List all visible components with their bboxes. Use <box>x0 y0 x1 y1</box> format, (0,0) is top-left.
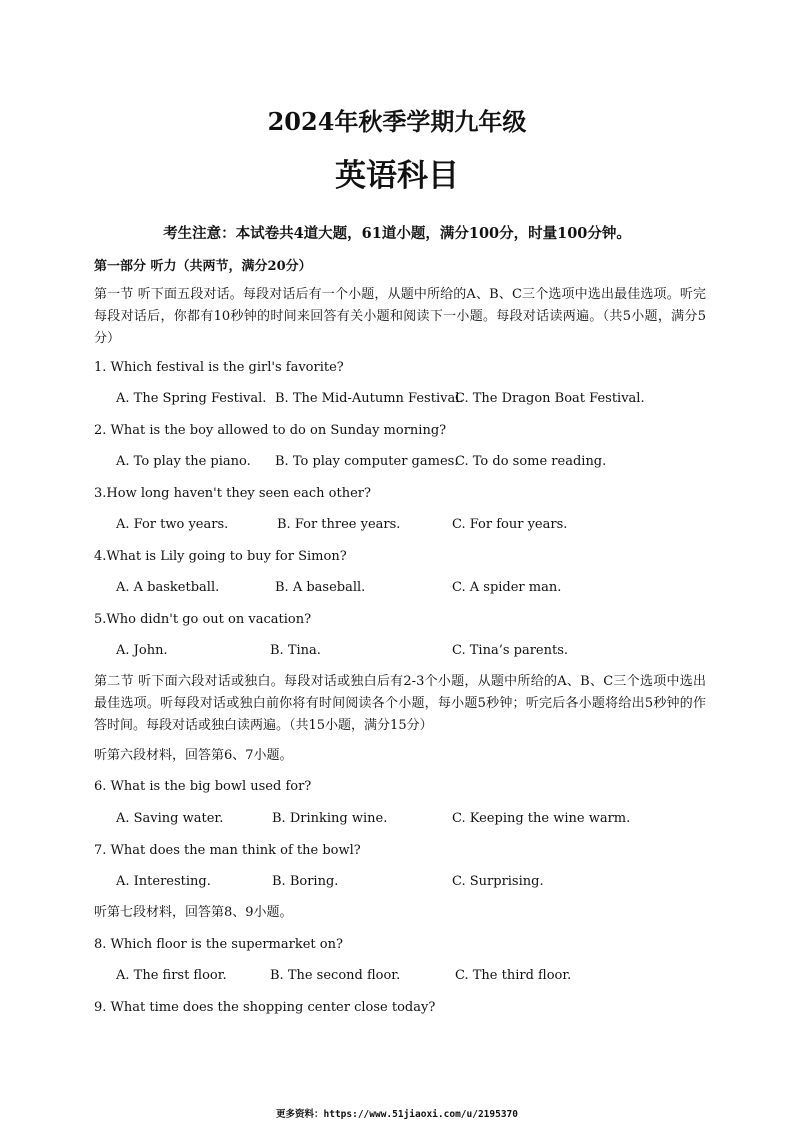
question-2: 2. What is the boy allowed to do on Sunday morning? <box>94 423 447 438</box>
question-8-option-c: C. The third floor. <box>455 968 572 983</box>
question-2-option-b: B. To play computer games. <box>275 454 459 469</box>
question-7: 7. What does the man think of the bowl? <box>94 843 361 858</box>
question-8-option-b: B. The second floor. <box>270 968 401 983</box>
candidate-notice: 考生注意：本试卷共4道大题，61道小题，满分100分，时量100分钟。 <box>163 225 631 242</box>
question-3-option-c: C. For four years. <box>452 517 568 532</box>
question-3: 3.How long haven't they seen each other? <box>94 486 371 501</box>
question-2-option-a: A. To play the piano. <box>116 454 251 469</box>
question-1-option-c: C. The Dragon Boat Festival. <box>455 391 645 406</box>
question-1-option-a: A. The Spring Festival. <box>116 391 267 406</box>
footer-source-link: 更多资料：https://www.51jiaoxi.com/u/2195370 <box>276 1109 518 1120</box>
material-7-note: 听第七段材料，回答第8、9小题。 <box>94 905 293 920</box>
question-7-option-b: B. Boring. <box>272 874 339 889</box>
question-1-option-b: B. The Mid-Autumn Festival. <box>275 391 464 406</box>
section2-instructions: 第二节 听下面六段对话或独白。每段对话或独白后有2-3个小题，从题中所给的A、B、C三个选项中选出最佳选项。听每段对话或独白前你将有时间阅读各个小题，每小题5秒钟；听完后各小题将给出5秒钟的作答时间。每段对话或独白读两遍。（共15小题，满分15分） <box>94 674 706 733</box>
exam-title: 2024年秋季学期九年级 <box>267 107 527 136</box>
question-7-option-a: A. Interesting. <box>116 874 211 889</box>
question-4: 4.What is Lily going to buy for Simon? <box>94 549 347 564</box>
question-6-option-a: A. Saving water. <box>116 811 224 826</box>
question-4-option-a: A. A basketball. <box>116 580 220 595</box>
question-3-option-a: A. For two years. <box>116 517 229 532</box>
question-9: 9. What time does the shopping center close today? <box>94 1000 436 1015</box>
question-8: 8. Which floor is the supermarket on? <box>94 937 343 952</box>
question-6-option-b: B. Drinking wine. <box>272 811 388 826</box>
question-5-option-b: B. Tina. <box>270 643 321 658</box>
section1-instructions: 第一节 听下面五段对话。每段对话后有一个小题，从题中所给的A、B、C三个选项中选出最佳选项。听完每段对话后，你都有10秒钟的时间来回答有关小题和阅读下一小题。每段对话读两遍。（共5小题，满分5分） <box>94 287 706 346</box>
question-4-option-c: C. A spider man. <box>452 580 562 595</box>
question-3-option-b: B. For three years. <box>277 517 401 532</box>
question-6: 6. What is the big bowl used for? <box>94 779 312 794</box>
question-2-option-c: C. To do some reading. <box>455 454 607 469</box>
material-6-note: 听第六段材料，回答第6、7小题。 <box>94 748 293 763</box>
question-5-option-c: C. Tina’s parents. <box>452 643 569 658</box>
subject-title: 英语科目 <box>335 158 459 194</box>
question-5: 5.Who didn't go out on vacation? <box>94 612 312 627</box>
question-1: 1. Which festival is the girl's favorite? <box>94 360 344 375</box>
question-7-option-c: C. Surprising. <box>452 874 544 889</box>
question-8-option-a: A. The first floor. <box>116 968 227 983</box>
question-4-option-b: B. A baseball. <box>275 580 366 595</box>
part1-title: 第一部分 听力（共两节，满分20分） <box>94 259 312 274</box>
question-6-option-c: C. Keeping the wine warm. <box>452 811 631 826</box>
question-5-option-a: A. John. <box>116 643 168 658</box>
